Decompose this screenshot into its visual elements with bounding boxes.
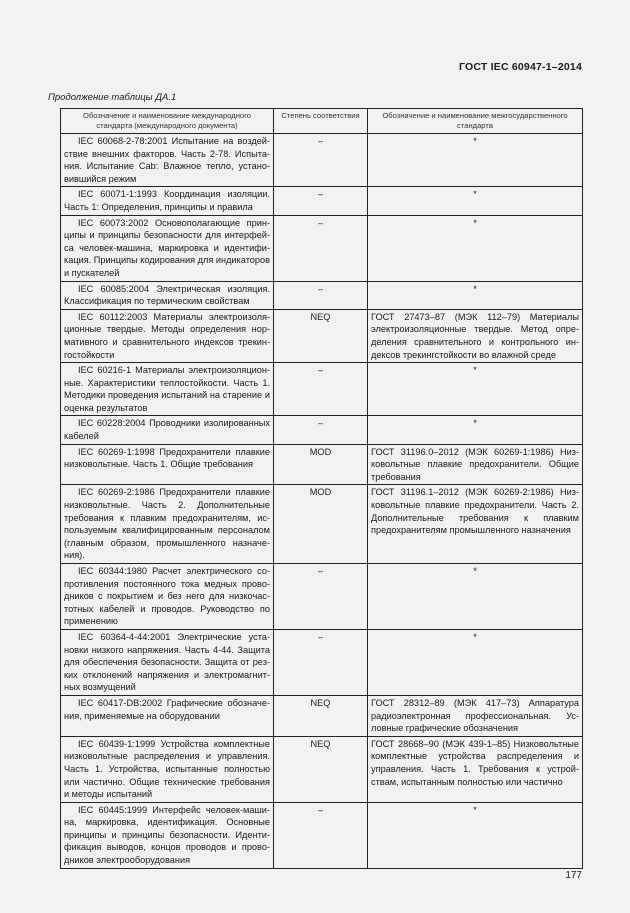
interstate-standard-cell: ГОСТ 28312–89 (МЭК 417–73) Аппаратура радиоэлектронная профессиональная. Условные графические обозначения — [368, 695, 583, 736]
interstate-standard-cell: * — [368, 416, 583, 444]
degree-of-correspondence-cell: MOD — [274, 485, 368, 564]
table-row — [61, 736, 583, 802]
table-row — [61, 187, 583, 215]
correspondence-table — [60, 108, 583, 869]
table-row — [61, 309, 583, 362]
international-standard-cell: IEC 60073:2002 Основополагающие принципы и принципы безопасности для интерфейса человек-машина, маркировка и идентификация. Принципы кодирования для индикаторов и пускателей — [61, 215, 274, 281]
standard-code-header: ГОСТ IEC 60947-1–2014 — [459, 61, 582, 73]
table-row — [61, 485, 583, 564]
international-standard-cell: IEC 60269-1:1998 Предохранители плавкие низковольтные. Часть 1. Общие требования — [61, 444, 274, 485]
table-body — [61, 134, 583, 869]
degree-of-correspondence-cell: – — [274, 629, 368, 695]
degree-of-correspondence-cell: – — [274, 802, 368, 868]
interstate-standard-cell: ГОСТ 31196.1–2012 (МЭК 60269-2:1986) Низковольтные плавкие предохранители. Часть 2. Дополнительные требования к плавким предохранителям промышленного назначения — [368, 485, 583, 564]
degree-of-correspondence-cell: NEQ — [274, 695, 368, 736]
interstate-standard-cell: * — [368, 134, 583, 187]
international-standard-cell: IEC 60417-DB:2002 Графические обозначения, применяемые на оборудовании — [61, 695, 274, 736]
interstate-standard-cell: ГОСТ 27473–87 (МЭК 112–79) Материалы электроизоляционные твердые. Метод определения сравнительного и контрольного индексов трекингстойкости во влажной среде — [368, 309, 583, 362]
degree-of-correspondence-cell: – — [274, 564, 368, 630]
international-standard-cell: IEC 60068-2-78:2001 Испытание на воздействие внешних факторов. Часть 2-78. Испытания. Испытание Cab: Влажное тепло, установившийся режим — [61, 134, 274, 187]
table-row — [61, 695, 583, 736]
interstate-standard-cell: * — [368, 281, 583, 309]
interstate-standard-cell: ГОСТ 31196.0–2012 (МЭК 60269-1:1986) Низковольтные плавкие предохранители. Общие требования — [368, 444, 583, 485]
degree-of-correspondence-cell: NEQ — [274, 309, 368, 362]
interstate-standard-cell: * — [368, 187, 583, 215]
table-continuation-label: Продолжение таблицы ДА.1 — [48, 92, 177, 103]
degree-of-correspondence-cell: – — [274, 215, 368, 281]
column-header-interstate: Обозначение и наименование межгосударственного стандарта — [368, 109, 583, 134]
interstate-standard-cell: * — [368, 363, 583, 416]
international-standard-cell: IEC 60344:1980 Расчет электрического сопротивления постоянного тока медных проводников с покрытием и без него для низкочастотных кабелей и проводов. Руководство по применению — [61, 564, 274, 630]
table-row — [61, 215, 583, 281]
degree-of-correspondence-cell: – — [274, 281, 368, 309]
international-standard-cell: IEC 60216-1 Материалы электроизоляционные. Характеристики теплостойкости. Часть 1. Методики проведения испытаний на старение и оценка результатов — [61, 363, 274, 416]
table-header-row — [61, 109, 583, 134]
table-row — [61, 416, 583, 444]
table-row — [61, 134, 583, 187]
international-standard-cell: IEC 60439-1:1999 Устройства комплектные низковольтные распределения и управления. Часть 1. Устройства, испытанные полностью или частично. Общие технические требования и методы испытаний — [61, 736, 274, 802]
table-row — [61, 444, 583, 485]
degree-of-correspondence-cell: – — [274, 187, 368, 215]
degree-of-correspondence-cell: – — [274, 416, 368, 444]
international-standard-cell: IEC 60269-2:1986 Предохранители плавкие низковольтные. Часть 2. Дополнительные требования к плавким предохранителям, используемым квалифицированным персоналом (главным образом, промышленного назначения). — [61, 485, 274, 564]
interstate-standard-cell: * — [368, 564, 583, 630]
column-header-international: Обозначение и наименование международного стандарта (международного документа) — [61, 109, 274, 134]
table-row — [61, 363, 583, 416]
international-standard-cell: IEC 60228:2004 Проводники изолированных кабелей — [61, 416, 274, 444]
international-standard-cell: IEC 60085:2004 Электрическая изоляция. Классификация по термическим свойствам — [61, 281, 274, 309]
international-standard-cell: IEC 60445:1999 Интерфейс человек-машина, маркировка, идентификация. Основные принципы и принципы безопасности. Идентификация выводов, концов проводов и проводников электрооборудования — [61, 802, 274, 868]
interstate-standard-cell: * — [368, 802, 583, 868]
interstate-standard-cell: * — [368, 629, 583, 695]
international-standard-cell: IEC 60364-4-44:2001 Электрические установки низкого напряжения. Часть 4-44. Защита для обеспечения безопасности. Защита от резких отклонений напряжения и электромагнитных возмущений — [61, 629, 274, 695]
table-row — [61, 629, 583, 695]
table-header — [61, 109, 583, 134]
interstate-standard-cell: * — [368, 215, 583, 281]
page-number: 177 — [565, 870, 582, 881]
table-row — [61, 281, 583, 309]
degree-of-correspondence-cell: MOD — [274, 444, 368, 485]
interstate-standard-cell: ГОСТ 28668–90 (МЭК 439-1–85) Низковольтные комплектные устройства распределения и управления. Часть 1. Требования к устройствам, испытанным полностью или частично — [368, 736, 583, 802]
degree-of-correspondence-cell: – — [274, 134, 368, 187]
degree-of-correspondence-cell: – — [274, 363, 368, 416]
table-row — [61, 802, 583, 868]
table-row — [61, 564, 583, 630]
international-standard-cell: IEC 60112:2003 Материалы электроизоляционные твердые. Методы определения нормативного и сравнительного индексов трекингостойкости — [61, 309, 274, 362]
degree-of-correspondence-cell: NEQ — [274, 736, 368, 802]
international-standard-cell: IEC 60071-1:1993 Координация изоляции. Часть 1: Определения, принципы и правила — [61, 187, 274, 215]
column-header-degree: Степень соответствия — [274, 109, 368, 134]
